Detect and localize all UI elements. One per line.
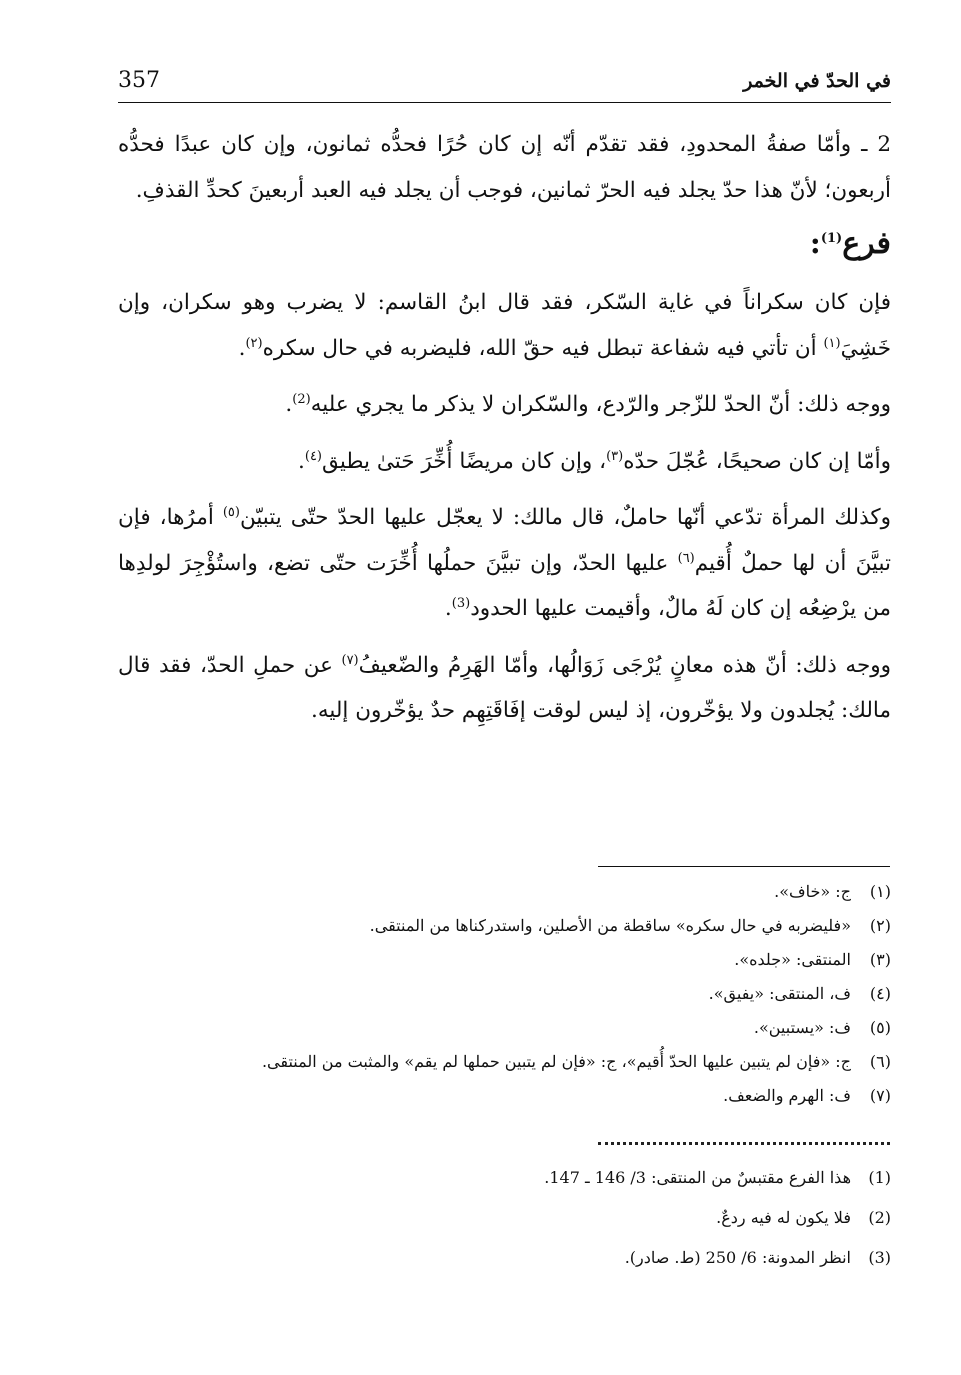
paragraph-text: أمرُها، فإن تبيَّنَ أن لها حملٌ أُقيم xyxy=(118,505,891,576)
main-text xyxy=(118,122,891,734)
footnote-text: ج: «فإن لم يتبين عليها الحدّ أُقيم»، ج: «فإن لم يتبين حملها لم يقم» والمثبت من المنتقى. xyxy=(261,1052,851,1071)
paragraph-drunk xyxy=(118,280,891,371)
paragraph-text: وأمّا إن كان صحيحًا، عُجّلَ حدّه xyxy=(623,448,891,474)
footnote-item xyxy=(118,943,891,977)
paragraph-health xyxy=(118,439,891,485)
footnote-number: (٧) xyxy=(869,1086,891,1105)
paragraph-pregnant xyxy=(118,495,891,632)
footnote-ref: (٢) xyxy=(245,335,263,351)
paragraph-text: وكذلك المرأة تدّعي أنّها حاملٌ، قال مالك: لا يعجّل عليها الحدّ حتّى يتبيّن xyxy=(239,505,891,530)
footnote-number: (٣) xyxy=(869,950,891,969)
footnote-ref: (١) xyxy=(823,335,841,351)
footnote-item xyxy=(118,1011,891,1045)
dotted-separator xyxy=(598,1142,890,1145)
footnote-item xyxy=(118,1198,891,1238)
footnotes-commentary xyxy=(118,1158,891,1278)
heading-text: فرع xyxy=(842,226,891,261)
paragraph-text: ووجه ذلك: أنّ هذه معانٍ يُرْجَى زَوَالُها، وأمّا الهَرِمُ والضّعيفُ xyxy=(358,652,891,678)
footnote-text: ج: «خاف». xyxy=(774,882,851,901)
page-number: 357 xyxy=(118,68,160,93)
footnote-number: (2) xyxy=(868,1208,891,1227)
footnote-item xyxy=(118,977,891,1011)
heading-colon: : xyxy=(809,226,821,261)
footnote-item xyxy=(118,909,891,943)
footnote-ref: (3) xyxy=(451,595,471,611)
paragraph-text: عليها الحدّ، وإن تبيَّنَ حملُها أُخِّرَت حتّى تضع، واستُؤْجِرَ لولدِها من يرْضِعُه إن كان لَهُ مالٌ، وأقيمت عليها الحدود xyxy=(118,550,891,621)
footnote-text: ف: «يستبين». xyxy=(753,1018,851,1037)
footnote-ref: (٦) xyxy=(677,550,695,566)
footnote-text: ف: الهرم والضعف. xyxy=(723,1086,851,1105)
paragraph-text: ، وإن كان مريضًا أُخِّرَ حَتىٰ يطيق xyxy=(322,448,607,474)
footnote-ref: (٥) xyxy=(222,504,240,520)
paragraph-text: أن تأتي فيه شفاعة تبطل فيه حقّ الله، فليضربه في حال سكره xyxy=(262,335,824,361)
footnote-item xyxy=(118,1238,891,1278)
footnote-text: المنتقى: «جلده». xyxy=(734,950,851,969)
footnote-number: (١) xyxy=(869,882,891,901)
footnote-item xyxy=(118,1045,891,1079)
paragraph-text: فإن كان سكراناً في غاية السّكر، فقد قال ابنُ القاسم: لا يضرب وهو سكران، وإن خَشِيَ xyxy=(118,290,891,361)
paragraph-text: . xyxy=(298,448,305,474)
footnote-ref: (٧) xyxy=(341,652,359,668)
paragraph-text: 2 ـ وأمّا صفةُ المحدودِ، فقد تقدّم أنّه إن كان حُرًا فحدُّه ثمانون، وإن كان عبدًا فحدُّه أربعون؛ لأنّ هذا حدّ يجلد فيه الحرّ ثمانين، فوجب أن يجلد فيه العبد أربعينَ كحدِّ القذفِ. xyxy=(118,132,891,203)
footnote-text: ف، المنتقى: «يفيق». xyxy=(708,984,851,1003)
paragraph-text: ووجه ذلك: أنّ الحدّ للزّجر والرّدع، والسّكران لا يذكر ما يجري عليه xyxy=(310,392,891,417)
footnote-number: (1) xyxy=(868,1168,891,1187)
footnote-text: انظر المدونة: 6/ 250 (ط. صادر). xyxy=(624,1248,851,1267)
paragraph-text: . xyxy=(238,335,246,361)
paragraph-text: . xyxy=(444,596,452,621)
section-heading xyxy=(118,224,891,264)
footnote-number: (3) xyxy=(868,1248,891,1267)
footnote-ref: (٣) xyxy=(606,448,624,464)
paragraph-text: عن حملِ الحدّ، فقد قال مالك: يُجلدون ولا يؤخّرون، إذ ليس لوقت إفَاقَتِهِم حدٌ يؤخّرون إليه. xyxy=(118,652,891,723)
page-header xyxy=(118,62,891,102)
footnote-ref: (2) xyxy=(292,391,311,407)
footnote-text: فلا يكون له فيه ردعٌ. xyxy=(716,1208,851,1227)
footnote-number: (٦) xyxy=(869,1052,891,1071)
footnote-rule xyxy=(598,866,890,867)
header-rule xyxy=(118,102,891,103)
footnote-text: هذا الفرع مقتبسٌ من المنتقى: 3/ 146 ـ 147. xyxy=(544,1168,851,1187)
footnote-ref: (٤) xyxy=(304,448,322,464)
running-title: في الحدّ في الخمر xyxy=(743,70,891,92)
footnote-item xyxy=(118,1079,891,1113)
footnote-item xyxy=(118,1158,891,1198)
paragraph-text: . xyxy=(285,392,293,417)
footnote-number: (٥) xyxy=(869,1018,891,1037)
footnote-text: «فليضربه في حال سكره» ساقطة من الأصلين، واستدركناها من المنتقى. xyxy=(369,916,851,935)
paragraph-status xyxy=(118,122,891,213)
footnote-ref: (1) xyxy=(820,231,843,246)
paragraph-reason-1 xyxy=(118,382,891,428)
footnotes-apparatus xyxy=(118,875,891,1113)
footnote-item xyxy=(118,875,891,909)
footnote-number: (٤) xyxy=(869,984,891,1003)
footnote-number: (٢) xyxy=(869,916,891,935)
paragraph-reason-2 xyxy=(118,643,891,734)
